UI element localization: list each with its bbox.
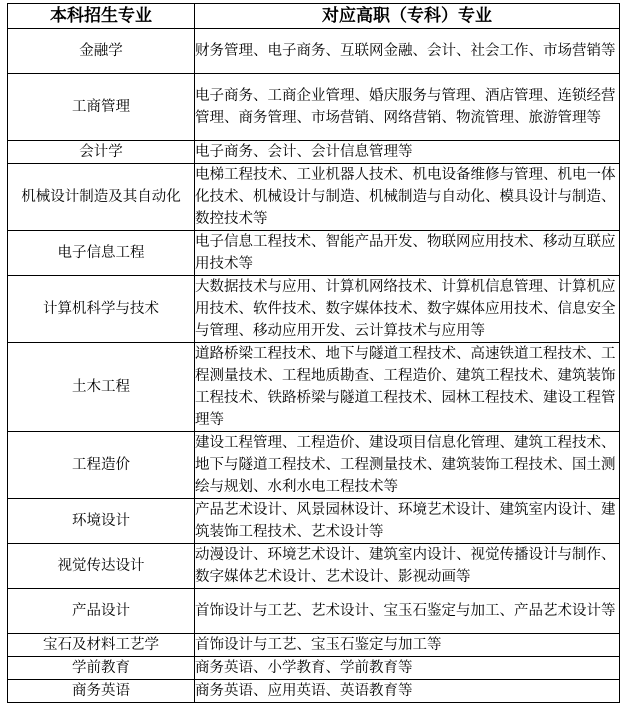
undergrad-major-cell: 产品设计 bbox=[8, 589, 195, 634]
undergrad-major-cell: 土木工程 bbox=[8, 343, 195, 432]
vocational-majors-cell: 动漫设计、环境艺术设计、建筑室内设计、视觉传播设计与制作、数字媒体艺术设计、艺术设计、影视动画等 bbox=[195, 544, 620, 589]
header-vocational-major: 对应高职（专科）专业 bbox=[195, 4, 620, 29]
major-correspondence-table bbox=[7, 3, 620, 703]
table-row bbox=[8, 164, 620, 231]
header-undergrad-major: 本科招生专业 bbox=[8, 4, 195, 29]
undergrad-major-cell: 工商管理 bbox=[8, 74, 195, 141]
table-row bbox=[8, 499, 620, 544]
undergrad-major-cell: 学前教育 bbox=[8, 657, 195, 680]
vocational-majors-cell: 财务管理、电子商务、互联网金融、会计、社会工作、市场营销等 bbox=[195, 29, 620, 74]
table-row bbox=[8, 343, 620, 432]
table-row bbox=[8, 231, 620, 276]
undergrad-major-cell: 工程造价 bbox=[8, 432, 195, 499]
table-row bbox=[8, 544, 620, 589]
undergrad-major-cell: 环境设计 bbox=[8, 499, 195, 544]
vocational-majors-cell: 产品艺术设计、风景园林设计、环境艺术设计、建筑室内设计、建筑装饰工程技术、艺术设计等 bbox=[195, 499, 620, 544]
vocational-majors-cell: 首饰设计与工艺、艺术设计、宝玉石鉴定与加工、产品艺术设计等 bbox=[195, 589, 620, 634]
vocational-majors-cell: 电梯工程技术、工业机器人技术、机电设备维修与管理、机电一体化技术、机械设计与制造、机械制造与自动化、模具设计与制造、数控技术等 bbox=[195, 164, 620, 231]
undergrad-major-cell: 会计学 bbox=[8, 141, 195, 164]
undergrad-major-cell: 计算机科学与技术 bbox=[8, 276, 195, 343]
vocational-majors-cell: 电子信息工程技术、智能产品开发、物联网应用技术、移动互联应用技术等 bbox=[195, 231, 620, 276]
table-row bbox=[8, 634, 620, 657]
vocational-majors-cell: 电子商务、会计、会计信息管理等 bbox=[195, 141, 620, 164]
vocational-majors-cell: 道路桥梁工程技术、地下与隧道工程技术、高速铁道工程技术、工程测量技术、工程地质勘查、工程造价、建筑工程技术、建筑装饰工程技术、铁路桥梁与隧道工程技术、园林工程技术、建设工程管理等 bbox=[195, 343, 620, 432]
table-row bbox=[8, 680, 620, 703]
undergrad-major-cell: 商务英语 bbox=[8, 680, 195, 703]
table-row bbox=[8, 74, 620, 141]
table-row bbox=[8, 276, 620, 343]
undergrad-major-cell: 金融学 bbox=[8, 29, 195, 74]
vocational-majors-cell: 商务英语、小学教育、学前教育等 bbox=[195, 657, 620, 680]
undergrad-major-cell: 视觉传达设计 bbox=[8, 544, 195, 589]
table-row bbox=[8, 657, 620, 680]
undergrad-major-cell: 宝石及材料工艺学 bbox=[8, 634, 195, 657]
table-row bbox=[8, 141, 620, 164]
table-row bbox=[8, 432, 620, 499]
vocational-majors-cell: 商务英语、应用英语、英语教育等 bbox=[195, 680, 620, 703]
undergrad-major-cell: 机械设计制造及其自动化 bbox=[8, 164, 195, 231]
table-row bbox=[8, 29, 620, 74]
vocational-majors-cell: 建设工程管理、工程造价、建设项目信息化管理、建筑工程技术、地下与隧道工程技术、工程测量技术、建筑装饰工程技术、国土测绘与规划、水利水电工程技术等 bbox=[195, 432, 620, 499]
undergrad-major-cell: 电子信息工程 bbox=[8, 231, 195, 276]
table-header-row bbox=[8, 4, 620, 29]
vocational-majors-cell: 大数据技术与应用、计算机网络技术、计算机信息管理、计算机应用技术、软件技术、数字媒体技术、数字媒体应用技术、信息安全与管理、移动应用开发、云计算技术与应用等 bbox=[195, 276, 620, 343]
vocational-majors-cell: 首饰设计与工艺、宝玉石鉴定与加工等 bbox=[195, 634, 620, 657]
table-row bbox=[8, 589, 620, 634]
vocational-majors-cell: 电子商务、工商企业管理、婚庆服务与管理、酒店管理、连锁经营管理、商务管理、市场营销、网络营销、物流管理、旅游管理等 bbox=[195, 74, 620, 141]
